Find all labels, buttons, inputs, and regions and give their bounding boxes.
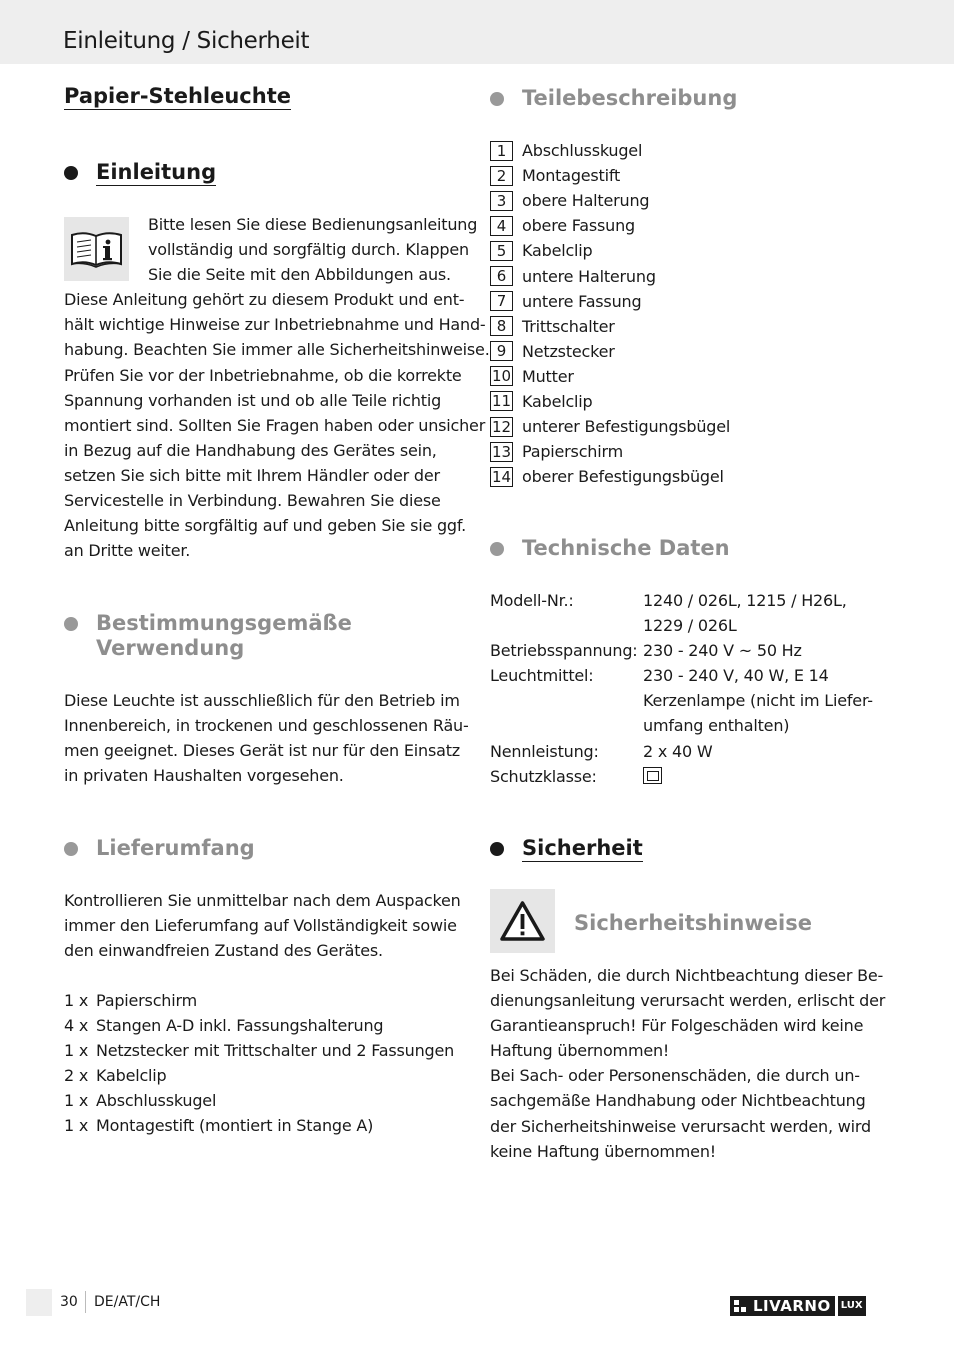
item-name: Netzstecker mit Trittschalter und 2 Fassungen bbox=[96, 1041, 455, 1061]
spec-key: Schutzklasse: bbox=[490, 766, 597, 786]
text-line: Garantieanspruch! Für Folgeschäden wird keine bbox=[490, 1016, 864, 1036]
text-line: montiert sind. Sollten Sie Fragen haben oder unsicher bbox=[64, 415, 486, 435]
safety-subheading: Sicherheitshinweise bbox=[574, 911, 812, 935]
spec-value: umfang enthalten) bbox=[643, 716, 790, 736]
delivery-text bbox=[64, 888, 461, 963]
item-qty: 1 x bbox=[64, 991, 89, 1010]
text-line: Bitte lesen Sie diese Bedienungsanleitung bbox=[148, 215, 478, 234]
delivery-heading: Lieferumfang bbox=[96, 836, 255, 860]
spec-value: Kerzenlampe (nicht im Liefer- bbox=[643, 691, 873, 711]
spec-key: Betriebsspannung: bbox=[490, 641, 638, 661]
safety-text bbox=[490, 963, 885, 1164]
parts-heading-block bbox=[490, 86, 737, 111]
bullet-icon bbox=[64, 166, 78, 180]
item-name: Kabelclip bbox=[96, 1066, 167, 1086]
part-label: obere Fassung bbox=[522, 216, 635, 236]
part-label: untere Halterung bbox=[522, 266, 656, 286]
bullet-icon bbox=[64, 842, 78, 856]
table-row bbox=[490, 713, 873, 738]
brand-logo bbox=[730, 1296, 866, 1316]
spec-key bbox=[490, 713, 643, 738]
text-line: men geeignet. Dieses Gerät ist nur für den Einsatz bbox=[64, 741, 460, 761]
text-line: in Bezug auf die Handhabung des Gerätes sein, bbox=[64, 440, 437, 460]
text-line: an Dritte weiter. bbox=[64, 541, 191, 561]
intended-use-heading-block bbox=[64, 611, 352, 661]
table-row bbox=[490, 663, 873, 688]
table-row bbox=[490, 764, 873, 789]
product-title: Papier-Stehleuchte bbox=[64, 84, 291, 108]
list-item bbox=[64, 1063, 454, 1088]
spec-key: Leuchtmittel: bbox=[490, 666, 594, 686]
spec-table bbox=[490, 588, 873, 789]
parts-heading: Teilebeschreibung bbox=[522, 86, 738, 110]
part-label: oberer Befestigungsbügel bbox=[522, 467, 724, 487]
table-row bbox=[490, 613, 873, 638]
item-qty: 4 x bbox=[64, 1016, 89, 1036]
spec-value: 230 - 240 V, 40 W, E 14 bbox=[643, 666, 829, 686]
part-label: Kabelclip bbox=[522, 391, 593, 411]
text-line: setzen Sie sich bitte mit Ihrem Händler oder der bbox=[64, 465, 440, 485]
part-label: obere Halterung bbox=[522, 191, 650, 211]
part-number: 13 bbox=[491, 442, 512, 461]
list-item bbox=[64, 1113, 454, 1138]
part-label: Netzstecker bbox=[522, 341, 615, 361]
part-number: 5 bbox=[490, 241, 513, 261]
list-item bbox=[490, 414, 730, 439]
list-item bbox=[490, 238, 730, 263]
part-label: Montagestift bbox=[522, 166, 621, 186]
text-line: keine Haftung übernommen! bbox=[490, 1141, 716, 1161]
tech-heading-block bbox=[490, 536, 730, 561]
text-line: Anleitung bitte sorgfältig auf und geben Sie sie ggf. bbox=[64, 516, 467, 536]
text-line: hält wichtige Hinweise zur Inbetriebnahme und Hand- bbox=[64, 315, 486, 335]
list-item bbox=[490, 364, 730, 389]
info-book-icon bbox=[64, 217, 129, 281]
item-name: Papierschirm bbox=[96, 991, 197, 1010]
safety-heading: Sicherheit bbox=[522, 836, 643, 860]
part-number: 14 bbox=[491, 467, 512, 486]
text-line: dienungsanleitung verursacht werden, erlischt der bbox=[490, 991, 886, 1011]
text-line: in privaten Haushalten vorgesehen. bbox=[64, 766, 344, 786]
spec-value bbox=[643, 764, 662, 789]
item-name: Abschlusskugel bbox=[96, 1091, 217, 1111]
intended-use-heading-line2: Verwendung bbox=[96, 636, 245, 660]
item-qty: 2 x bbox=[64, 1066, 89, 1086]
list-item bbox=[490, 439, 730, 464]
list-item bbox=[64, 1088, 454, 1113]
text-line: Servicestelle in Verbindung. Bewahren Sie diese bbox=[64, 491, 441, 511]
part-label: untere Fassung bbox=[522, 291, 642, 311]
text-line: Bei Schäden, die durch Nichtbeachtung dieser Be- bbox=[490, 966, 884, 985]
footer-divider bbox=[85, 1291, 86, 1313]
list-item bbox=[490, 339, 730, 364]
list-item bbox=[490, 314, 730, 339]
spec-key bbox=[490, 613, 643, 638]
table-row bbox=[490, 688, 873, 713]
text-line: Spannung vorhanden ist und ob alle Teile richtig bbox=[64, 390, 442, 410]
intended-use-text bbox=[64, 688, 469, 788]
list-item bbox=[490, 138, 730, 163]
table-row bbox=[490, 588, 873, 613]
spec-value: 2 x 40 W bbox=[643, 741, 713, 761]
brand-logo-main bbox=[730, 1296, 835, 1316]
part-number: 11 bbox=[491, 392, 512, 411]
spec-key bbox=[490, 688, 643, 713]
part-number: 12 bbox=[491, 417, 512, 436]
delivery-heading-block bbox=[64, 836, 255, 861]
safety-heading-block bbox=[490, 836, 643, 862]
protection-class-ii-icon bbox=[643, 767, 662, 784]
text-line: sachgemäße Handhabung oder Nichtbeachtung bbox=[490, 1091, 866, 1111]
text-line: Prüfen Sie vor der Inbetriebnahme, ob die korrekte bbox=[64, 365, 462, 385]
bullet-icon bbox=[490, 842, 504, 856]
item-name: Stangen A-D inkl. Fassungshalterung bbox=[96, 1016, 384, 1036]
bullet-icon bbox=[490, 542, 504, 556]
parts-list bbox=[490, 138, 730, 489]
item-qty: 1 x bbox=[64, 1091, 89, 1111]
text-line: der Sicherheitshinweise verursacht werden, wird bbox=[490, 1116, 871, 1136]
bullet-icon bbox=[64, 617, 78, 631]
text-line: Sie die Seite mit den Abbildungen aus. bbox=[148, 265, 451, 285]
language-code: DE/AT/CH bbox=[94, 1294, 161, 1310]
list-item bbox=[490, 213, 730, 238]
spec-value: 1240 / 026L, 1215 / H26L, bbox=[643, 591, 847, 610]
text-line: immer den Lieferumfang auf Vollständigkeit sowie bbox=[64, 916, 457, 936]
footer-marker bbox=[26, 1289, 52, 1316]
brand-mark-icon bbox=[734, 1300, 748, 1312]
part-number: 1 bbox=[490, 141, 513, 161]
text-line: Diese Anleitung gehört zu diesem Produkt und ent- bbox=[64, 290, 465, 310]
tech-heading: Technische Daten bbox=[522, 536, 730, 560]
warning-triangle-icon bbox=[490, 889, 555, 953]
part-number: 6 bbox=[490, 266, 513, 286]
part-label: Trittschalter bbox=[522, 316, 615, 336]
text-line: habung. Beachten Sie immer alle Sicherheitshinweise. bbox=[64, 340, 490, 360]
intro-heading-block bbox=[64, 160, 216, 186]
spec-key: Nennleistung: bbox=[490, 741, 599, 761]
page-number: 30 bbox=[60, 1294, 78, 1310]
item-name: Montagestift (montiert in Stange A) bbox=[96, 1116, 374, 1136]
intro-text-body bbox=[64, 287, 490, 563]
intro-text-top bbox=[148, 212, 477, 287]
part-label: unterer Befestigungsbügel bbox=[522, 417, 731, 437]
part-number: 4 bbox=[490, 216, 513, 236]
table-row bbox=[490, 739, 873, 764]
item-qty: 1 x bbox=[64, 1116, 89, 1136]
list-item bbox=[490, 464, 730, 489]
part-number: 9 bbox=[490, 341, 513, 361]
part-number: 2 bbox=[490, 166, 513, 186]
list-item bbox=[490, 263, 730, 288]
intended-use-heading-line1: Bestimmungsgemäße bbox=[96, 611, 352, 635]
list-item bbox=[490, 188, 730, 213]
part-number: 10 bbox=[491, 367, 512, 386]
spec-value: 1229 / 026L bbox=[643, 616, 737, 636]
text-line: den einwandfreien Zustand des Gerätes. bbox=[64, 941, 383, 961]
brand-name: LIVARNO bbox=[753, 1297, 831, 1315]
delivery-list bbox=[64, 988, 454, 1139]
item-qty: 1 x bbox=[64, 1041, 89, 1061]
spec-key: Modell-Nr.: bbox=[490, 591, 574, 610]
text-line: Innenbereich, in trockenen und geschlossenen Räu- bbox=[64, 716, 469, 736]
list-item bbox=[64, 1013, 454, 1038]
spec-value: 230 - 240 V ~ 50 Hz bbox=[643, 641, 802, 661]
text-line: Kontrollieren Sie unmittelbar nach dem Auspacken bbox=[64, 891, 461, 910]
part-number: 8 bbox=[490, 316, 513, 336]
text-line: Bei Sach- oder Personenschäden, die durch un- bbox=[490, 1066, 860, 1086]
list-item bbox=[64, 988, 454, 1013]
text-line: Haftung übernommen! bbox=[490, 1041, 670, 1061]
list-item bbox=[490, 289, 730, 314]
bullet-icon bbox=[490, 92, 504, 106]
text-line: vollständig und sorgfältig durch. Klappen bbox=[148, 240, 469, 260]
part-label: Papierschirm bbox=[522, 442, 623, 462]
text-line: Diese Leuchte ist ausschließlich für den Betrieb im bbox=[64, 691, 460, 710]
part-number: 3 bbox=[490, 191, 513, 211]
part-label: Abschlusskugel bbox=[522, 141, 643, 161]
part-label: Kabelclip bbox=[522, 241, 593, 261]
list-item bbox=[490, 163, 730, 188]
list-item bbox=[490, 389, 730, 414]
brand-suffix: LUX bbox=[837, 1296, 866, 1316]
page-header-title: Einleitung / Sicherheit bbox=[63, 28, 310, 54]
list-item bbox=[64, 1038, 454, 1063]
part-label: Mutter bbox=[522, 366, 574, 386]
intro-heading: Einleitung bbox=[96, 160, 217, 184]
table-row bbox=[490, 638, 873, 663]
part-number: 7 bbox=[490, 291, 513, 311]
